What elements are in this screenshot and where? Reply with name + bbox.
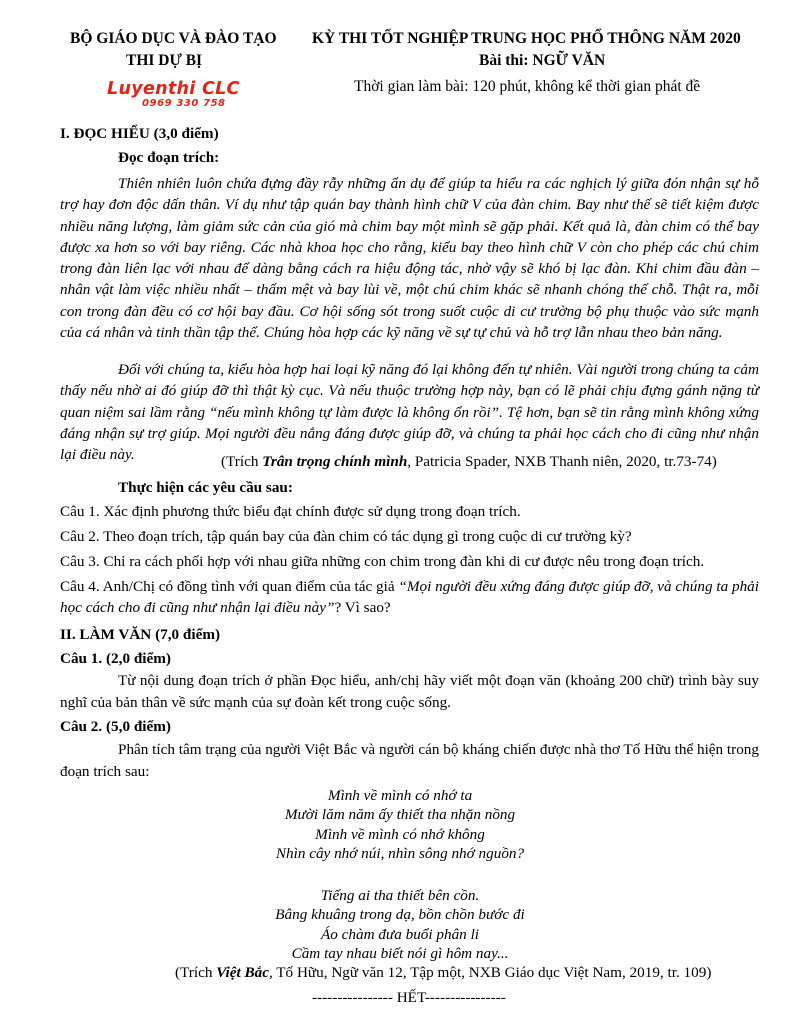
stamp-phone: 0969 330 758 (142, 98, 226, 109)
essay-q1-text: Từ nội dung đoạn trích ở phần Đọc hiểu, anh/chị hãy viết một đoạn văn (khoảng 200 chữ) trình bày suy nghĩ của bản thân về sức mạnh của sự đoàn kết trong cuộc sống. (60, 672, 759, 711)
section1-title: I. ĐỌC HIỂU (3,0 điểm) (60, 125, 219, 142)
section2-title: II. LÀM VĂN (7,0 điểm) (60, 626, 221, 643)
poem-line: Mình về mình có nhớ ta (327, 787, 473, 804)
poem-line: Bâng khuâng trong dạ, bồn chồn bước đi (275, 906, 525, 924)
reading-citation: (Trích Trân trọng chính mình, Patricia Spader, NXB Thanh niên, 2020, tr.73-74) (221, 453, 717, 470)
poem-line: Tiếng ai tha thiết bên cồn. (320, 887, 480, 904)
essay-q1-title: Câu 1. (2,0 điểm) (60, 650, 171, 667)
poem-line: Cầm tay nhau biết nói gì hôm nay... (291, 944, 509, 962)
poem-stanza-1 (0, 786, 800, 863)
ministry-name: BỘ GIÁO DỤC VÀ ĐÀO TẠO (70, 30, 277, 47)
end-mark: ---------------- HẾT---------------- (312, 989, 506, 1006)
question-2: Câu 2. Theo đoạn trích, tập quán bay của đàn chim có tác dụng gì trong cuộc di cư trường kỳ? (60, 528, 632, 545)
exam-duration: Thời gian làm bài: 120 phút, không kể thời gian phát đề (354, 78, 701, 95)
poem-line: Mười lăm năm ấy thiết tha nhặn nồng (284, 806, 516, 824)
essay-q2-title: Câu 2. (5,0 điểm) (60, 718, 171, 735)
subject-label: Bài thi: NGỮ VĂN (479, 52, 606, 69)
question-1: Câu 1. Xác định phương thức biểu đạt chính được sử dụng trong đoạn trích. (60, 503, 521, 520)
exam-type: THI DỰ BỊ (126, 52, 203, 69)
poem-line: Mình về mình có nhớ không (315, 825, 485, 843)
reading-paragraph-1: Thiên nhiên luôn chứa đựng đầy rẫy những ẩn dụ để giúp ta hiểu ra các nghịch lý giữa đón nhận sự hỗ trợ hay đơn độc dấn thân. Ví dụ như tập quán bay thành hình chữ V của đàn chim. Bay như thế sẽ tiết kiệm được nhiều năng lượng, làm giảm sức cản của gió mà chim bay một mình sẽ gặp phải. Kết quả là, đàn chim có thể bay được xa hơn so với bay riêng. Các nhà khoa học cho rằng, kiểu bay theo hình chữ V còn cho phép các chú chim trong đàn liên lạc với nhau để dàng bằng cách ra hiệu động tác, nhờ vậy sẽ khó bị lạc đàn. Khi chim đầu đàn – nhân vật làm việc nhiều nhất – thấm mệt và bay lùi về, một chú chim khác sẽ nhanh chóng thế chỗ. Thật ra, mỗi con trong đàn đều có cơ hội bay đầu. Cơ hội sống sót trong suốt cuộc di cư trường bộ phụ thuộc vào sức mạnh của cá nhân và tinh thần tập thể. Chúng hòa hợp các kỹ năng về sự tự chủ và hỗ trợ lẫn nhau theo bản năng. (60, 175, 759, 342)
poem-line: Áo chàm đưa buổi phân li (320, 925, 480, 943)
essay-q2-text: Phân tích tâm trạng của người Việt Bắc và người cán bộ kháng chiến được nhà thơ Tố Hữu thể hiện trong đoạn trích sau: (60, 741, 759, 780)
poem-line: Nhìn cây nhớ núi, nhìn sông nhớ nguồn? (275, 844, 525, 862)
poem-citation: (Trích Việt Bắc, Tố Hữu, Ngữ văn 12, Tập một, NXB Giáo dục Việt Nam, 2019, tr. 109) (175, 964, 712, 981)
reading-paragraph-2: Đối với chúng ta, kiểu hòa hợp hai loại kỹ năng đó lại không đến tự nhiên. Vài người trong chúng ta cảm thấy nếu nhờ ai đó giúp đỡ thì thật kỳ cục. Và nếu thuộc trường hợp này, bạn có lẽ phải chịu đựng gánh nặng từ quan niệm sai lầm rằng “nếu mình không tự làm được là không ổn rồi”. Tệ hơn, bạn sẽ tin rằng mình không xứng đáng nhận sự trợ giúp. Mọi người đều nắng đáng được giúp đỡ, và chúng ta phải học cách cho đi cũng như nhận lại điều này. (60, 361, 759, 464)
stamp-name: Luyenthi CLC (107, 79, 240, 99)
tasks-label: Thực hiện các yêu cầu sau: (118, 479, 293, 496)
read-label: Đọc đoạn trích: (118, 149, 220, 166)
exam-title: KỲ THI TỐT NGHIỆP TRUNG HỌC PHỔ THÔNG NĂM 2020 (312, 30, 741, 47)
question-3: Câu 3. Chỉ ra cách phối hợp với nhau giữa những con chim trong đàn khi di cư được nêu trong đoạn trích. (60, 553, 705, 570)
question-4: Câu 4. Anh/Chị có đồng tình với quan điểm của tác giả “Mọi người đều xứng đáng được giúp đỡ, và chúng ta phải học cách cho đi cũng như nhận lại điều này”? Vì sao? (60, 578, 759, 616)
poem-stanza-2 (0, 886, 800, 963)
